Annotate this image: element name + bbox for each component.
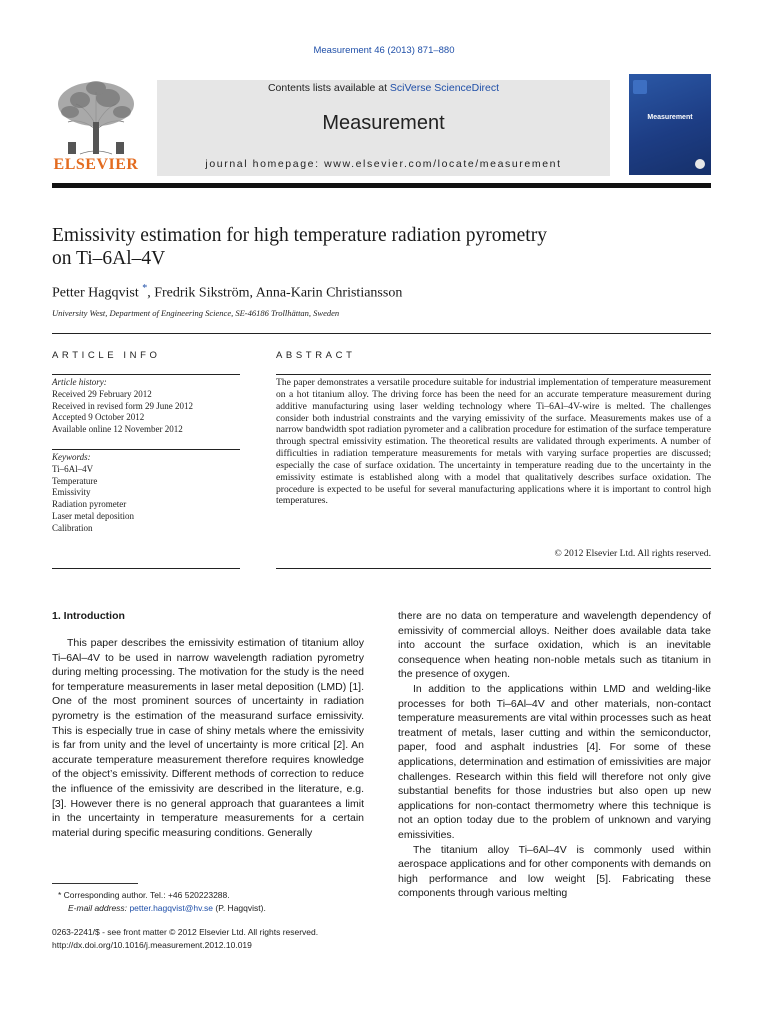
cover-title: Measurement: [647, 114, 693, 121]
history-label: Article history:: [52, 377, 107, 387]
other-authors: , Fredrik Sikström, Anna-Karin Christiansson: [147, 285, 403, 301]
corresponding-author-mark[interactable]: *: [142, 283, 148, 294]
body-paragraph: there are no data on temperature and wavelength dependency of emissivity of commercial alloys. Neither does available data take into account the surface oxidation, which is an inevitable consequence when heating non-noble metals such as titanium in the presence of oxygen.: [398, 610, 711, 681]
tree-icon: [50, 78, 142, 156]
doi-link[interactable]: http://dx.doi.org/10.1016/j.measurement.2012.10.019: [52, 940, 252, 950]
body-paragraph: This paper describes the emissivity estimation of titanium alloy Ti–6Al–4V to be used in narrow wavelength radiation pyrometry during melting processing. The motivation for the study is the need for temperature measurements in laser metal deposition (LMD) [1]. One of the most prominent sources of uncertainty in radiation pyrometry is the estimation of the measurand surface emissivity. This is especially true in case of shiny metals where the emissivity is far from unity and the level of uncertainty is more critical [2]. An accurate temperature measurement therefore requires knowledge of the object’s emissivity. Different methods of correction to reduce the influence of the emissivity are described in the literature, e.g. [3]. However there is no general approach that guarantees a limit in the uncertainty in temperature measurements for a certain material during specific measuring conditions. Generally: [52, 637, 364, 839]
footnote-corresponding-author: * Corresponding author. Tel.: +46 520223288.: [58, 890, 230, 900]
keyword: Radiation pyrometer: [52, 499, 127, 510]
contents-line: [157, 82, 610, 94]
first-author: Petter Hagqvist: [52, 285, 139, 301]
section-heading-introduction: 1. Introduction: [52, 610, 125, 622]
journal-citation[interactable]: [0, 45, 768, 56]
keywords-label: Keywords:: [52, 452, 91, 462]
journal-name: Measurement: [322, 112, 445, 134]
publisher-wordmark: ELSEVIER: [53, 156, 139, 173]
abstract-divider-bottom: [276, 568, 711, 569]
history-item: Available online 12 November 2012: [52, 424, 183, 435]
article-title: [52, 224, 692, 270]
history-item: Received in revised form 29 June 2012: [52, 400, 193, 411]
body-column-left: [52, 636, 364, 840]
body-paragraph: In addition to the applications within LMD and welding-like processes for both Ti–6Al–4V and other materials, non-contact temperature measurements are vital within processes such as heat treatment of metals, laser cutting and within the semiconductor, paper, food and asphalt industries [4]. For some of these applications, determination and estimation of emissivities are major challenges. Research within this field will therefore not only give substantial benefits for those industries but also open up new applications for non-contact thermometry where this technique is not an option today due to the problem of unknown and varying emissivities.: [398, 682, 711, 841]
article-info-heading: ARTICLE INFO: [52, 350, 161, 361]
email-label: E-mail address:: [68, 903, 128, 913]
history-item: Accepted 9 October 2012: [52, 412, 145, 423]
keyword: Ti–6Al–4V: [52, 463, 94, 474]
abstract-copyright: © 2012 Elsevier Ltd. All rights reserved.: [554, 548, 711, 559]
article-history: [52, 377, 240, 436]
article-title-line2: on Ti–6Al–4V: [52, 248, 166, 269]
history-item: Received 29 February 2012: [52, 388, 152, 399]
journal-header-box: [157, 80, 610, 176]
author-list: [52, 283, 712, 302]
footnote-email: [68, 902, 266, 914]
keyword: Emissivity: [52, 487, 91, 498]
email-link[interactable]: petter.hagqvist@hv.se: [129, 903, 214, 913]
info-divider-bottom: [52, 568, 240, 569]
article-title-line1: Emissivity estimation for high temperature radiation pyrometry: [52, 225, 547, 246]
journal-homepage[interactable]: journal homepage: www.elsevier.com/locate/measurement: [205, 158, 562, 170]
body-paragraph: The titanium alloy Ti–6Al–4V is commonly used within aerospace applications and for other components with demands on high performance and low weight [5]. Fabricating these components through various melting: [398, 843, 711, 900]
header-divider: [52, 183, 711, 188]
footnote-divider: [52, 883, 138, 884]
cover-decoration: [633, 80, 647, 94]
journal-cover-thumbnail: [629, 74, 711, 175]
info-divider-top: [52, 374, 240, 375]
email-suffix: (P. Hagqvist).: [215, 903, 266, 913]
sciencedirect-link[interactable]: SciVerse ScienceDirect: [389, 82, 500, 94]
affiliation: University West, Department of Engineering Science, SE-46186 Trollhättan, Sweden: [52, 308, 340, 318]
abstract-divider-top: [276, 374, 711, 375]
cover-badge-icon: [695, 159, 705, 169]
abstract-text: The paper demonstrates a versatile procedure suitable for industrial implementation of temperature measurement on a hot titanium alloy. The driving force has been the need for an accurate temperature measurement during additive manufacturing using laser welding technology where Ti–6Al–4V-wire is melted. The challenges consider both industrial constraints and the varying emissivity of the surface. Measurements makes use of a narrow bandwidth spot radiation pyrometer and a calibration procedure for estimation of the surface temperature through spectral emissivity estimation. The theoretical results are validated through experiments. A number of difficulties in radiation temperature measurements for metals with varying surface properties are discussed; especially the case of surface oxidation. The uncertainty in temperature reading due to the uncertainty in the emissivity estimate is established along with a model that qualitatively describes surface oxidation. The procedure is expected to be useful for several manufacturing applications where it is important to control high temperatures.: [276, 377, 711, 507]
issn-line: 0263-2241/$ - see front matter © 2012 Elsevier Ltd. All rights reserved.: [52, 927, 319, 937]
keyword: Calibration: [52, 522, 93, 533]
keyword: Temperature: [52, 475, 98, 486]
abstract-heading: ABSTRACT: [276, 350, 356, 361]
body-column-right: [398, 609, 711, 901]
journal-citation-link[interactable]: Measurement 46 (2013) 871–880: [313, 45, 455, 56]
keyword: Laser metal deposition: [52, 510, 134, 521]
title-divider: [52, 333, 711, 334]
contents-prefix: Contents lists available at: [267, 82, 390, 94]
info-divider-middle: [52, 449, 240, 450]
keywords: [52, 452, 240, 535]
